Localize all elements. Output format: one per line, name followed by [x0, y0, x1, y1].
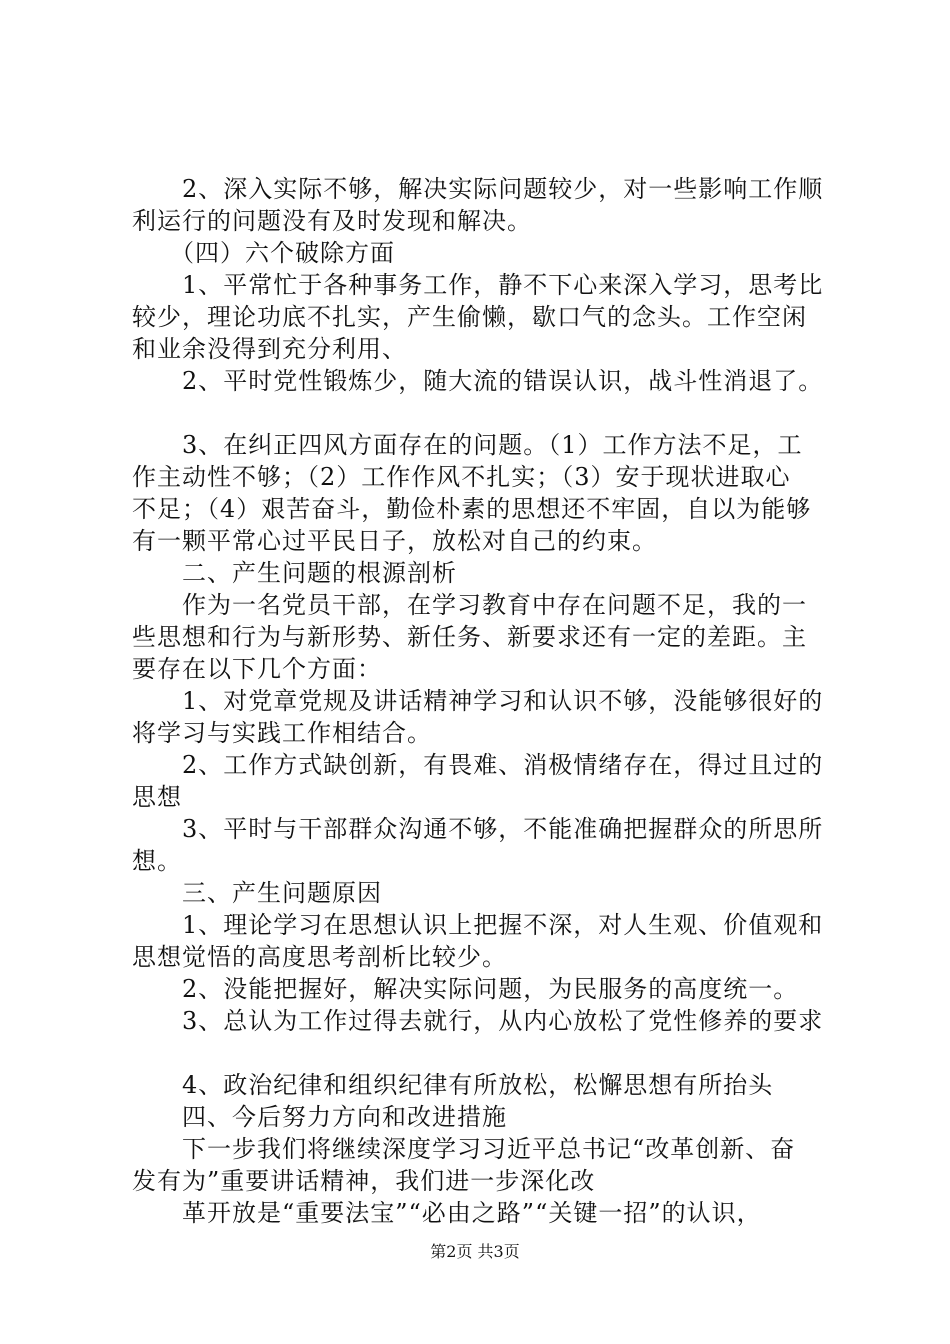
text-line: 1、平常忙于各种事务工作，静不下心来深入学习，思考比 [132, 271, 824, 299]
text-line: 2、平时党性锻炼少，随大流的错误认识，战斗性消退了。 [132, 367, 824, 395]
section-heading: 四、今后努力方向和改进措施 [132, 1103, 507, 1131]
text-line: 思想觉悟的高度思考剖析比较少。 [132, 943, 507, 971]
section-heading: 二、产生问题的根源剖析 [132, 559, 457, 587]
text-line: 有一颗平常心过平民日子，放松对自己的约束。 [132, 527, 657, 555]
text-line: 思想 [132, 783, 182, 811]
text-line: 发有为”重要讲话精神，我们进一步深化改 [132, 1167, 596, 1195]
document-body [132, 173, 832, 1229]
text-line: 2、深入实际不够，解决实际问题较少，对一些影响工作顺 [132, 175, 824, 203]
text-line: 些思想和行为与新形势、新任务、新要求还有一定的差距。主 [132, 623, 807, 651]
text-line: 3、平时与干部群众沟通不够，不能准确把握群众的所思所 [132, 815, 824, 843]
text-line: 3、在纠正四风方面存在的问题。（1）工作方法不足，工 [132, 431, 803, 459]
text-line: 3、总认为工作过得去就行，从内心放松了党性修养的要求 [132, 1007, 824, 1035]
section-heading: 三、产生问题原因 [132, 879, 382, 907]
text-line: 不足；（4）艰苦奋斗，勤俭朴素的思想还不牢固，自以为能够 [132, 495, 812, 523]
blank-line [132, 397, 832, 429]
text-line: 4、政治纪律和组织纪律有所放松，松懈思想有所抬头 [132, 1071, 774, 1099]
page-footer [0, 1242, 950, 1262]
text-line: 2、工作方式缺创新，有畏难、消极情绪存在，得过且过的 [132, 751, 824, 779]
text-line: 较少，理论功底不扎实，产生偷懒，歇口气的念头。工作空闲 [132, 303, 807, 331]
text-line: 要存在以下几个方面： [132, 655, 382, 683]
text-line: 作为一名党员干部，在学习教育中存在问题不足，我的一 [132, 591, 807, 619]
page-number: 第2页 共3页 [430, 1242, 520, 1261]
blank-line [132, 1037, 832, 1069]
text-line: 利运行的问题没有及时发现和解决。 [132, 207, 532, 235]
text-line: 下一步我们将继续深度学习习近平总书记“改革创新、奋 [132, 1135, 796, 1163]
section-heading: （四）六个破除方面 [132, 239, 395, 267]
text-line: 1、理论学习在思想认识上把握不深，对人生观、价值观和 [132, 911, 824, 939]
text-line: 和业余没得到充分利用、 [132, 335, 407, 363]
text-line: 1、对党章党规及讲话精神学习和认识不够，没能够很好的 [132, 687, 824, 715]
text-line: 革开放是“重要法宝”“必由之路”“关键一招”的认识， [132, 1199, 762, 1227]
text-line: 将学习与实践工作相结合。 [132, 719, 432, 747]
text-line: 作主动性不够；（2）工作作风不扎实；（3）安于现状进取心 [132, 463, 791, 491]
text-line: 想。 [132, 847, 182, 875]
text-line: 2、没能把握好，解决实际问题，为民服务的高度统一。 [132, 975, 799, 1003]
